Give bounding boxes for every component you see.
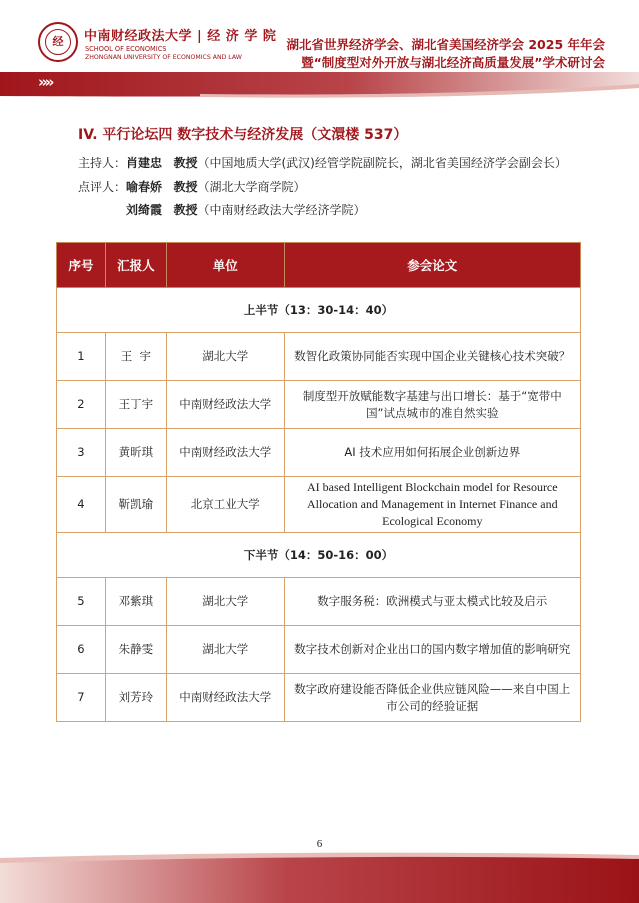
host-title: 教授 [173,156,198,170]
cell-presenter: 朱静雯 [105,626,166,674]
cell-no: 6 [57,626,106,674]
cell-presenter: 王丁宇 [105,381,166,429]
col-header-paper: 参会论文 [284,243,580,288]
university-name-cn: 中南财经政法大学 | 经 济 学 院 [84,29,277,44]
cell-unit: 湖北大学 [166,333,284,381]
cell-no: 7 [57,674,106,722]
schedule-table [56,242,581,722]
table-header-row [57,243,581,288]
school-name-en: SCHOOL OF ECONOMICS [85,45,167,53]
cell-unit: 湖北大学 [166,578,284,626]
conference-title [245,36,605,72]
table-row [57,477,581,533]
header-band [0,72,639,100]
session-label: 下半节（14：50-16：00） [57,533,581,578]
cell-unit: 中南财经政法大学 [166,429,284,477]
cell-no: 5 [57,578,106,626]
cell-no: 3 [57,429,106,477]
university-seal-logo: 经 [38,22,78,62]
session-row [57,288,581,333]
cell-presenter: 黄昕琪 [105,429,166,477]
cell-presenter: 刘芳玲 [105,674,166,722]
host-label: 主持人： [78,156,127,170]
cell-unit: 中南财经政法大学 [166,381,284,429]
cell-presenter: 靳凯瑜 [105,477,166,533]
cell-paper: AI based Intelligent Blockchain model for Resource Allocation and Management in Internet Finance and Ecological Economy [284,477,580,533]
section-title: IV. 平行论坛四 数字技术与经济发展（文澴楼 537） [78,127,408,143]
cell-paper: 数智化政策协同能否实现中国企业关键核心技术突破？ [284,333,580,381]
table-row [57,578,581,626]
host-org: （中国地质大学(武汉)经管学院副院长，湖北省美国经济学会副会长） [197,156,567,170]
cell-paper: 数字技术创新对企业出口的国内数字增加值的影响研究 [284,626,580,674]
reviewer-label: 点评人： [78,180,127,194]
col-header-presenter: 汇报人 [105,243,166,288]
table-row [57,429,581,477]
page-header [0,0,639,100]
session-row [57,533,581,578]
host-line [78,154,567,171]
cell-paper: AI 技术应用如何拓展企业创新边界 [284,429,580,477]
reviewer-org: （湖北大学商学院） [197,180,306,194]
reviewer-name: 喻春娇 [126,180,163,194]
page-number: 6 [316,838,323,850]
col-header-no: 序号 [57,243,106,288]
reviewer-title: 教授 [173,203,198,217]
cell-unit: 中南财经政法大学 [166,674,284,722]
cell-no: 2 [57,381,106,429]
university-name-en: ZHONGNAN UNIVERSITY OF ECONOMICS AND LAW [85,54,242,61]
cell-paper: 数字政府建设能否降低企业供应链风险——来自中国上市公司的经验证据 [284,674,580,722]
reviewer-line-2 [126,201,366,218]
host-name: 肖建忠 [126,156,163,170]
cell-unit: 湖北大学 [166,626,284,674]
footer-band [0,852,639,903]
col-header-unit: 单位 [166,243,284,288]
table-row [57,674,581,722]
cell-unit: 北京工业大学 [166,477,284,533]
conference-title-line-2: 暨“制度型对外开放与湖北经济高质量发展”学术研讨会 [301,55,605,70]
cell-paper: 数字服务税：欧洲模式与亚太模式比较及启示 [284,578,580,626]
table-row [57,381,581,429]
conference-title-line-1: 湖北省世界经济学会、湖北省美国经济学会 2025 年年会 [286,37,605,52]
reviewer-org: （中南财经政法大学经济学院） [197,203,366,217]
reviewer-name: 刘绮霞 [126,203,163,217]
cell-presenter: 王 宇 [105,333,166,381]
chevron-right-icon: »» [38,73,52,91]
reviewer-title: 教授 [173,180,198,194]
cell-no: 1 [57,333,106,381]
cell-paper: 制度型开放赋能数字基建与出口增长：基于“宽带中国”试点城市的准自然实验 [284,381,580,429]
cell-presenter: 邓紫琪 [105,578,166,626]
reviewer-line-1 [78,178,306,195]
session-label: 上半节（13：30-14：40） [57,288,581,333]
table-row [57,626,581,674]
cell-no: 4 [57,477,106,533]
table-row [57,333,581,381]
